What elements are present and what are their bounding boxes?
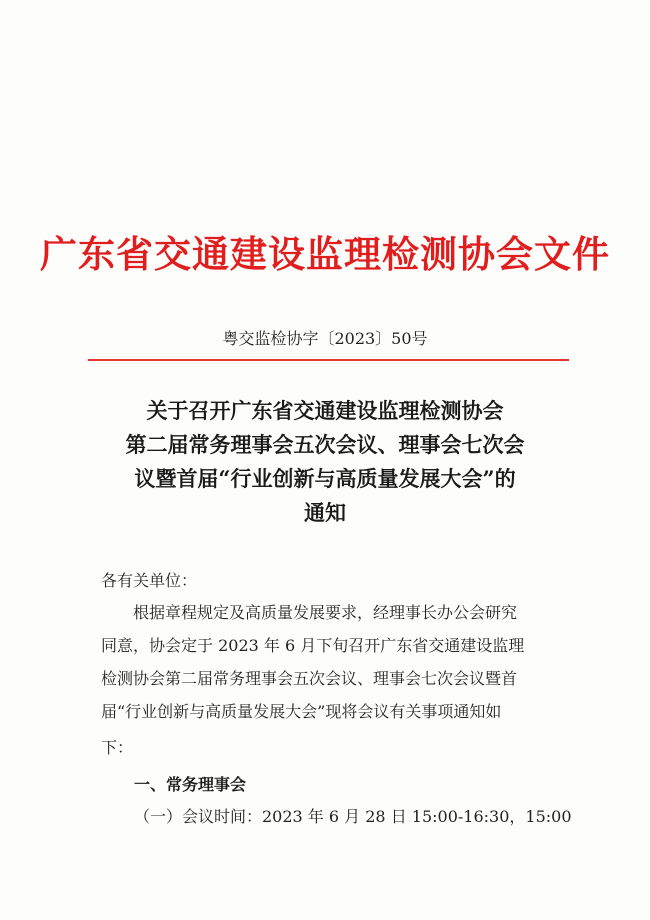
document-header-title: 广东省交通建设监理检测协会文件 [40,232,610,276]
notice-title-line: 通知 [304,500,346,525]
paragraph-line: 届“行业创新与高质量发展大会”现将会议有关事项通知如 [101,702,502,721]
paragraph-line: 同意，协会定于 2023 年 6 月下旬召开广东省交通建设监理 [101,636,525,655]
meeting-time-item: （一）会议时间：2023 年 6 月 28 日 15:00-16:30，15:00 [134,807,572,826]
paragraph-line: 根据章程规定及高质量发展要求，经理事长办公会研究 [101,603,518,622]
salutation: 各有关单位： [101,571,198,590]
document-number: 粤交监检协字〔2023〕50号 [222,329,428,348]
notice-title-line: 第二届常务理事会五次会议、理事会七次会 [125,432,525,457]
notice-title-line: 关于召开广东省交通建设监理检测协会 [146,398,504,423]
paragraph-line: 下： [101,738,134,757]
header-red-rule [88,359,569,361]
notice-title [60,394,590,530]
notice-title-line: 议暨首届“行业创新与高质量发展大会”的 [134,466,516,491]
section-heading: 一、常务理事会 [134,775,247,794]
paragraph-line: 检测协会第二届常务理事会五次会议、理事会七次会议暨首 [101,669,518,688]
